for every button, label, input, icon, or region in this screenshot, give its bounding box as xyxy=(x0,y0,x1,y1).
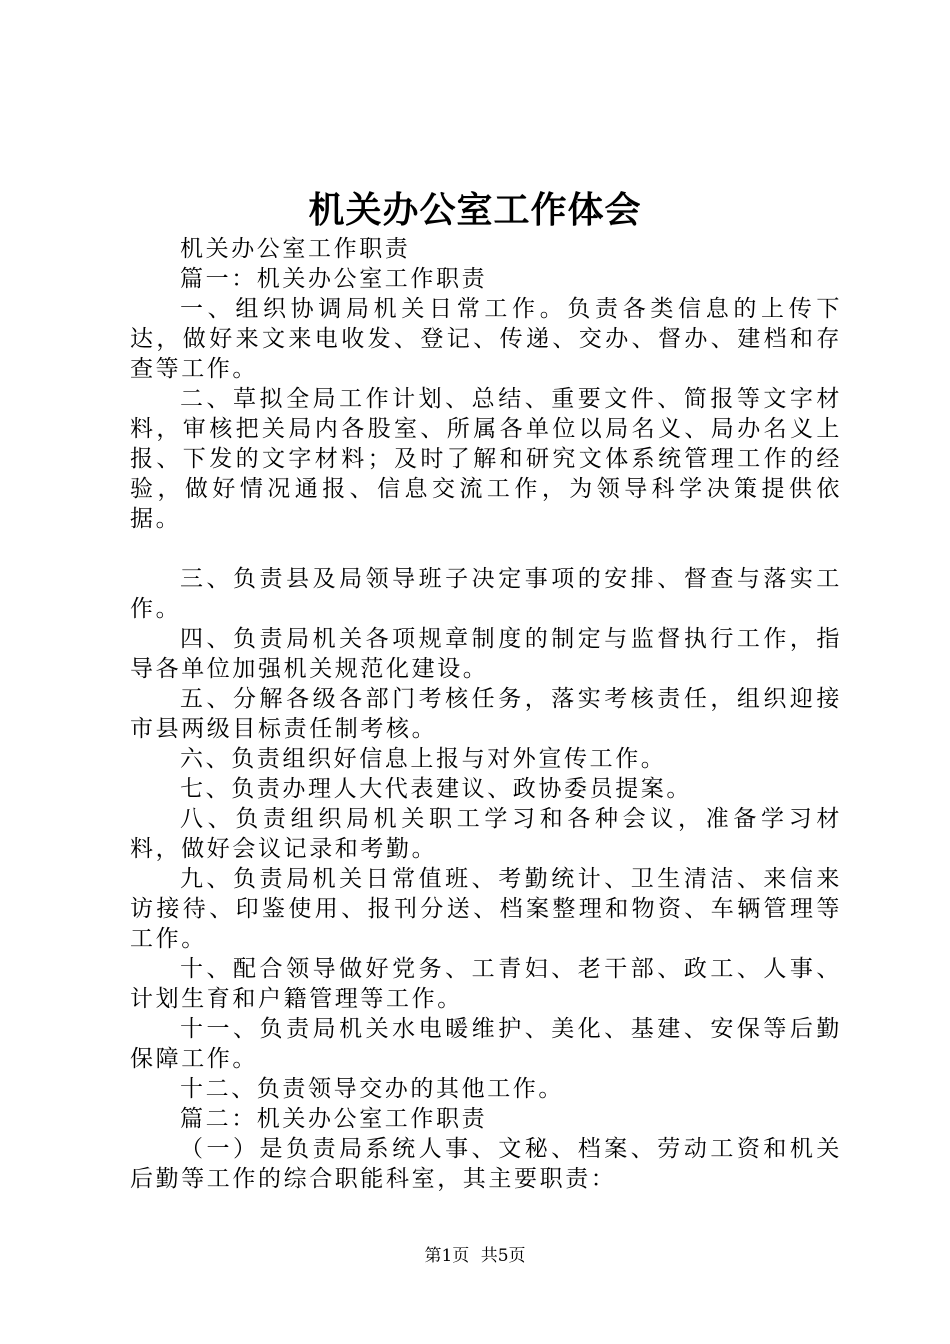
paragraph: 六、负责组织好信息上报与对外宣传工作。 xyxy=(180,746,667,772)
paragraph: 四、负责局机关各项规章制度的制定与监督执行工作，指导各单位加强机关规范化建设。 xyxy=(130,626,842,682)
paragraph: 九、负责局机关日常值班、考勤统计、卫生清洁、来信来访接待、印鉴使用、报刊分送、档案整理和物资、车辆管理等工作。 xyxy=(130,866,842,952)
paragraph: 八、负责组织局机关职工学习和各种会议，准备学习材料，做好会议记录和考勤。 xyxy=(130,806,842,862)
paragraph: 十二、负责领导交办的其他工作。 xyxy=(180,1076,564,1102)
paragraph: 十、配合领导做好党务、工青妇、老干部、政工、人事、计划生育和户籍管理等工作。 xyxy=(130,956,842,1012)
paragraph: （一）是负责局系统人事、文秘、档案、劳动工资和机关后勤等工作的综合职能科室，其主要职责： xyxy=(130,1136,842,1192)
paragraph: 七、负责办理人大代表建议、政协委员提案。 xyxy=(180,776,692,802)
document-body xyxy=(130,234,842,1194)
page-footer xyxy=(0,1244,950,1268)
document-title: 机关办公室工作体会 xyxy=(308,189,642,231)
page-number: 第1页 xyxy=(424,1246,470,1266)
paragraph: 十一、负责局机关水电暖维护、美化、基建、安保等后勤保障工作。 xyxy=(130,1016,842,1072)
paragraph: 五、分解各级各部门考核任务，落实考核责任，组织迎接市县两级目标责任制考核。 xyxy=(130,686,842,742)
paragraph: 机关办公室工作职责 xyxy=(180,236,411,262)
paragraph: 篇一：机关办公室工作职责 xyxy=(180,266,488,292)
paragraph: 一、组织协调局机关日常工作。负责各类信息的上传下达，做好来文来电收发、登记、传递、交办、督办、建档和存查等工作。 xyxy=(130,296,842,382)
paragraph: 篇二：机关办公室工作职责 xyxy=(180,1106,488,1132)
paragraph: 三、负责县及局领导班子决定事项的安排、督查与落实工作。 xyxy=(130,566,842,622)
page-total: 共5页 xyxy=(480,1246,526,1266)
paragraph: 二、草拟全局工作计划、总结、重要文件、简报等文字材料，审核把关局内各股室、所属各单位以局名义、局办名义上报、下发的文字材料；及时了解和研究文体系统管理工作的经验，做好情况通报、信息交流工作，为领导科学决策提供依据。 xyxy=(130,386,842,532)
